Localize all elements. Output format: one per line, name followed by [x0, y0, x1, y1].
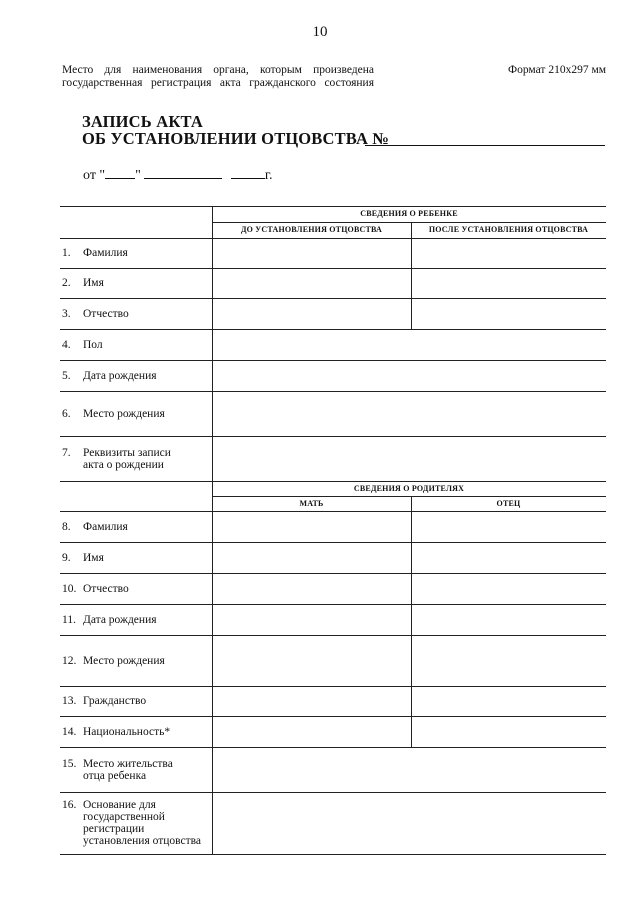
parents-section-title: СВЕДЕНИЯ О РОДИТЕЛЯХ [353, 484, 465, 493]
form-cell[interactable] [412, 269, 606, 298]
form-cell[interactable] [412, 543, 606, 573]
form-cell[interactable] [213, 574, 411, 604]
row-label [62, 370, 157, 382]
row-number: 2. [62, 277, 71, 289]
row-number: 7. [62, 447, 71, 459]
registry-office-place [62, 64, 374, 90]
row-text-line: акта о рождении [83, 459, 164, 471]
day-field[interactable] [105, 166, 135, 179]
form-cell[interactable] [213, 437, 606, 481]
form-cell[interactable] [412, 717, 606, 747]
row-text-line: Гражданство [83, 695, 147, 707]
row-text [83, 614, 157, 626]
row-text [83, 583, 129, 595]
form-cell[interactable] [213, 748, 606, 792]
form-cell[interactable] [213, 793, 606, 854]
row-number: 12. [62, 655, 77, 667]
row-text-line: отца ребенка [83, 770, 147, 782]
form-cell[interactable] [213, 361, 606, 391]
row-number: 3. [62, 308, 71, 320]
place-line-2: государственная регистрация акта гражданского состояния [62, 77, 374, 89]
form-cell[interactable] [412, 239, 606, 268]
row-label [62, 552, 104, 564]
row-number: 10. [62, 583, 77, 595]
row-text-line: государственной [83, 811, 165, 823]
row-text-line: регистрации [83, 823, 145, 835]
document-title: ЗАПИСЬ АКТА [82, 112, 204, 131]
form-cell[interactable] [213, 717, 411, 747]
form-cell[interactable] [213, 636, 411, 686]
table-rule [212, 496, 606, 497]
row-text-line: Отчество [83, 583, 129, 595]
row-label [62, 447, 171, 471]
row-text-line: Реквизиты записи [83, 447, 171, 459]
row-text-line: Имя [83, 552, 104, 564]
row-label [62, 695, 146, 707]
row-label [62, 614, 157, 626]
year-suffix: г. [264, 168, 273, 183]
date-prefix: от " [83, 168, 106, 183]
table-rule [212, 222, 606, 223]
row-text [83, 655, 165, 667]
row-text [83, 308, 129, 320]
row-number: 4. [62, 339, 71, 351]
row-number: 16. [62, 799, 77, 811]
row-text-line: Имя [83, 277, 104, 289]
row-text-line: Фамилия [83, 247, 128, 259]
row-text-line: Дата рождения [83, 370, 157, 382]
row-text [83, 726, 170, 738]
form-cell[interactable] [213, 543, 411, 573]
form-cell[interactable] [213, 239, 411, 268]
table-rule [60, 854, 606, 855]
row-text [83, 408, 165, 420]
table-rule [60, 481, 606, 482]
col-mother-header: МАТЬ [299, 499, 324, 508]
form-cell[interactable] [412, 299, 606, 329]
row-label [62, 799, 201, 847]
form-cell[interactable] [213, 299, 411, 329]
row-text-line: Место жительства [83, 758, 173, 770]
table-rule [60, 206, 606, 207]
row-text-line: Отчество [83, 308, 129, 320]
row-text-line: Место рождения [83, 655, 165, 667]
row-text [83, 370, 157, 382]
row-text [83, 339, 103, 351]
row-label [62, 521, 128, 533]
row-label [62, 408, 165, 420]
row-number: 15. [62, 758, 77, 770]
row-text [83, 247, 128, 259]
row-text [83, 758, 173, 782]
row-label [62, 339, 103, 351]
col-after-header: ПОСЛЕ УСТАНОВЛЕНИЯ ОТЦОВСТВА [428, 225, 589, 234]
form-cell[interactable] [412, 512, 606, 542]
row-number: 5. [62, 370, 71, 382]
row-number: 11. [62, 614, 76, 626]
page-number: 10 [312, 24, 328, 40]
child-section-title: СВЕДЕНИЯ О РЕБЕНКЕ [360, 209, 458, 218]
row-label [62, 726, 170, 738]
row-text-line: Место рождения [83, 408, 165, 420]
row-number: 9. [62, 552, 71, 564]
form-cell[interactable] [213, 605, 411, 635]
row-text [83, 695, 146, 707]
row-number: 6. [62, 408, 71, 420]
row-label [62, 277, 104, 289]
form-cell[interactable] [412, 636, 606, 686]
record-number-field[interactable] [365, 145, 605, 146]
form-cell[interactable] [213, 269, 411, 298]
date-line [83, 166, 273, 184]
form-cell[interactable] [213, 330, 606, 360]
form-cell[interactable] [213, 392, 606, 436]
date-quote: " [135, 168, 141, 183]
row-label [62, 655, 165, 667]
row-text-line: Основание для [83, 799, 156, 811]
form-cell[interactable] [412, 687, 606, 716]
row-text [83, 521, 128, 533]
row-number: 1. [62, 247, 71, 259]
document-subtitle: ОБ УСТАНОВЛЕНИИ ОТЦОВСТВА № [82, 129, 390, 148]
year-field[interactable] [231, 166, 265, 179]
row-text-line: Фамилия [83, 521, 128, 533]
row-number: 14. [62, 726, 77, 738]
row-label [62, 247, 128, 259]
row-text [83, 447, 171, 471]
row-label [62, 308, 129, 320]
row-text-line: Национальность* [83, 726, 171, 738]
row-text [83, 799, 201, 847]
row-text [83, 552, 104, 564]
form-cell[interactable] [213, 512, 411, 542]
month-field[interactable] [144, 166, 222, 179]
row-label [62, 583, 129, 595]
form-cell[interactable] [412, 574, 606, 604]
row-number: 8. [62, 521, 71, 533]
col-father-header: ОТЕЦ [496, 499, 521, 508]
row-text-line: установления отцовства [83, 835, 202, 847]
row-label [62, 758, 173, 782]
paper-format: Формат 210x297 мм [508, 64, 606, 76]
form-cell[interactable] [213, 687, 411, 716]
row-number: 13. [62, 695, 77, 707]
place-line-1: Место для наименования органа, которым произведена [62, 64, 374, 76]
form-cell[interactable] [412, 605, 606, 635]
row-text-line: Пол [83, 339, 103, 351]
row-text [83, 277, 104, 289]
col-before-header: ДО УСТАНОВЛЕНИЯ ОТЦОВСТВА [240, 225, 383, 234]
row-text-line: Дата рождения [83, 614, 157, 626]
